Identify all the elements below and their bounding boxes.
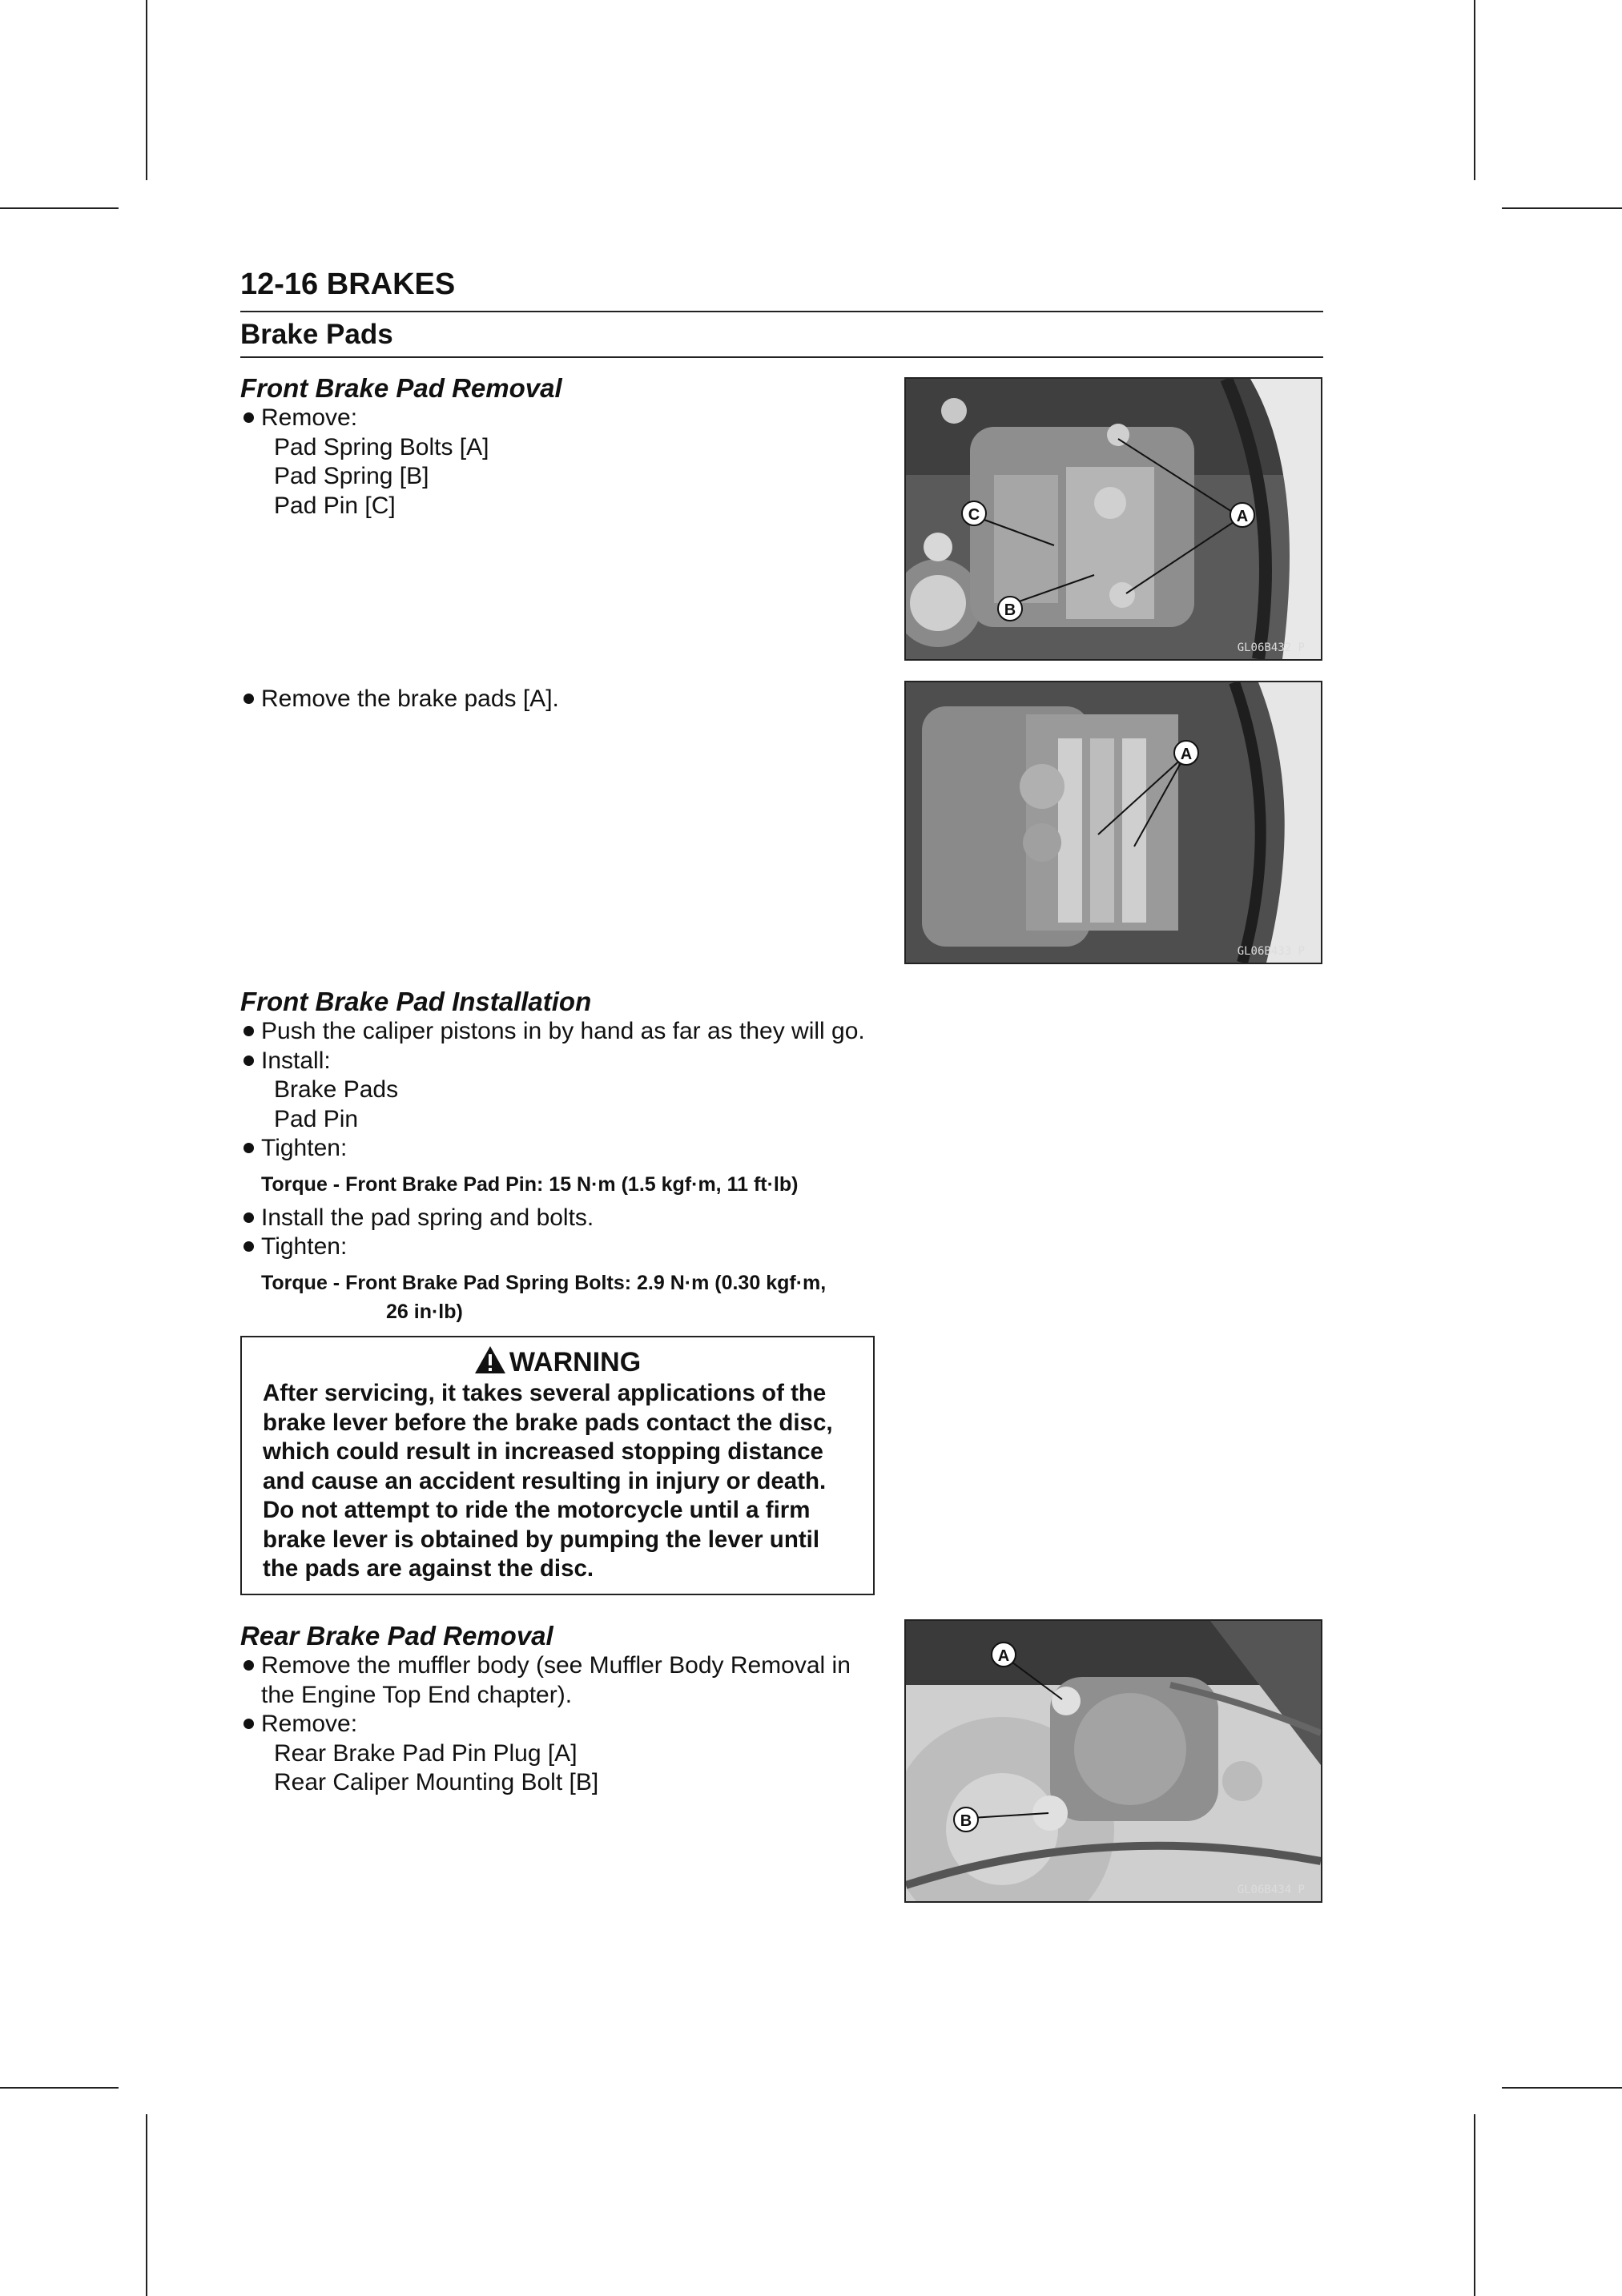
list-item: Pad Pin [C]: [274, 492, 396, 519]
svg-text:C: C: [968, 506, 980, 524]
photo-code: GL06B432 P: [1237, 641, 1305, 654]
bullet-item: Tighten:: [240, 1232, 875, 1262]
bullet-dot: [244, 1241, 254, 1252]
crop-mark: [1474, 0, 1475, 180]
front-caliper-photo: [904, 377, 1322, 661]
bullet-item: Tighten:: [240, 1134, 875, 1164]
crop-mark: [1474, 2114, 1475, 2296]
bullet-item: Remove the muffler body (see Muffler Body Removal in: [240, 1651, 875, 1681]
torque-spec: Torque - Front Brake Pad Spring Bolts: 2.9 N·m (0.30 kgf·m, 26 in·lb): [261, 1271, 827, 1323]
bullet-item: Remove:: [240, 1710, 875, 1739]
torque-spec: Torque - Front Brake Pad Pin: 15 N·m (1.5 kgf·m, 11 ft·lb): [261, 1172, 799, 1196]
pads-illustration: [906, 682, 1321, 963]
bullet-item: Remove the brake pads [A].: [240, 685, 875, 714]
warning-line: which could result in increased stopping distance: [263, 1438, 823, 1465]
callout-a: [1174, 741, 1198, 765]
callout-c: [962, 501, 986, 525]
list-item: Pad Spring [B]: [274, 463, 429, 489]
warning-line: brake lever is obtained by pumping the lever until: [263, 1526, 820, 1553]
bullet-item: Install:: [240, 1047, 875, 1076]
chapter-title: 12-16 BRAKES: [240, 267, 456, 301]
crop-mark: [1502, 2087, 1622, 2089]
callout-a: [1230, 503, 1254, 527]
front-removal-block: [240, 373, 875, 521]
page-header: [240, 264, 1323, 358]
list-item: Pad Spring Bolts [A]: [274, 433, 489, 460]
crop-mark: [0, 2087, 119, 2089]
front-install-block: [240, 987, 875, 1331]
bullet-item: Remove:: [240, 404, 875, 433]
photo-code: GL06B433 P: [1237, 945, 1305, 958]
photo-code: GL06B434 P: [1237, 1884, 1305, 1896]
bullet-dot: [244, 1143, 254, 1153]
warning-text: [242, 1379, 873, 1584]
svg-text:B: B: [1004, 601, 1016, 619]
warning-line: Do not attempt to ride the motorcycle until a firm: [263, 1497, 811, 1523]
svg-text:A: A: [1180, 746, 1193, 763]
warning-line: the pads are against the disc.: [263, 1555, 594, 1582]
list-item: Pad Pin: [274, 1105, 359, 1132]
warning-line: After servicing, it takes several applications of the: [263, 1380, 827, 1406]
bullet-dot: [244, 1056, 254, 1066]
bullet-dot: [244, 694, 254, 704]
rear-caliper-illustration: [906, 1621, 1321, 1901]
bullet-dot: [244, 1026, 254, 1036]
bullet-dot: [244, 412, 254, 423]
crop-mark: [146, 0, 147, 180]
callout-a: [992, 1643, 1016, 1667]
crop-mark: [1502, 207, 1622, 209]
front-removal-heading: Front Brake Pad Removal: [240, 373, 562, 403]
warning-box: [240, 1336, 875, 1595]
bullet-dot: [244, 1212, 254, 1223]
bullet-item: Install the pad spring and bolts.: [240, 1204, 875, 1233]
svg-text:A: A: [997, 1647, 1010, 1665]
bullet-dot: [244, 1660, 254, 1671]
crop-mark: [0, 207, 119, 209]
list-item: Rear Brake Pad Pin Plug [A]: [274, 1739, 578, 1767]
warning-line: and cause an accident resulting in injury or death.: [263, 1467, 827, 1494]
bullet-item-continued: the Engine Top End chapter).: [261, 1681, 573, 1708]
brake-pads-photo: [904, 681, 1322, 964]
warning-title: WARNING: [242, 1345, 873, 1379]
warning-line: brake lever before the brake pads contact the disc,: [263, 1409, 833, 1436]
caliper-illustration: [906, 379, 1321, 659]
front-removal-step2: [240, 685, 875, 714]
svg-text:B: B: [960, 1812, 972, 1830]
rear-removal-block: [240, 1621, 875, 1798]
list-item: Brake Pads: [274, 1076, 399, 1103]
section-title: Brake Pads: [240, 319, 393, 350]
rear-caliper-photo: [904, 1619, 1322, 1903]
crop-mark: [146, 2114, 147, 2296]
list-item: Rear Caliper Mounting Bolt [B]: [274, 1769, 599, 1795]
callout-b: [998, 597, 1022, 621]
section-rule: [240, 356, 1323, 358]
bullet-dot: [244, 1719, 254, 1729]
warning-triangle-icon: [474, 1345, 506, 1374]
bullet-item: Push the caliper pistons in by hand as far as they will go.: [240, 1017, 875, 1047]
front-install-heading: Front Brake Pad Installation: [240, 987, 592, 1016]
callout-b: [954, 1807, 978, 1832]
svg-text:A: A: [1236, 508, 1249, 525]
rear-removal-heading: Rear Brake Pad Removal: [240, 1621, 553, 1651]
